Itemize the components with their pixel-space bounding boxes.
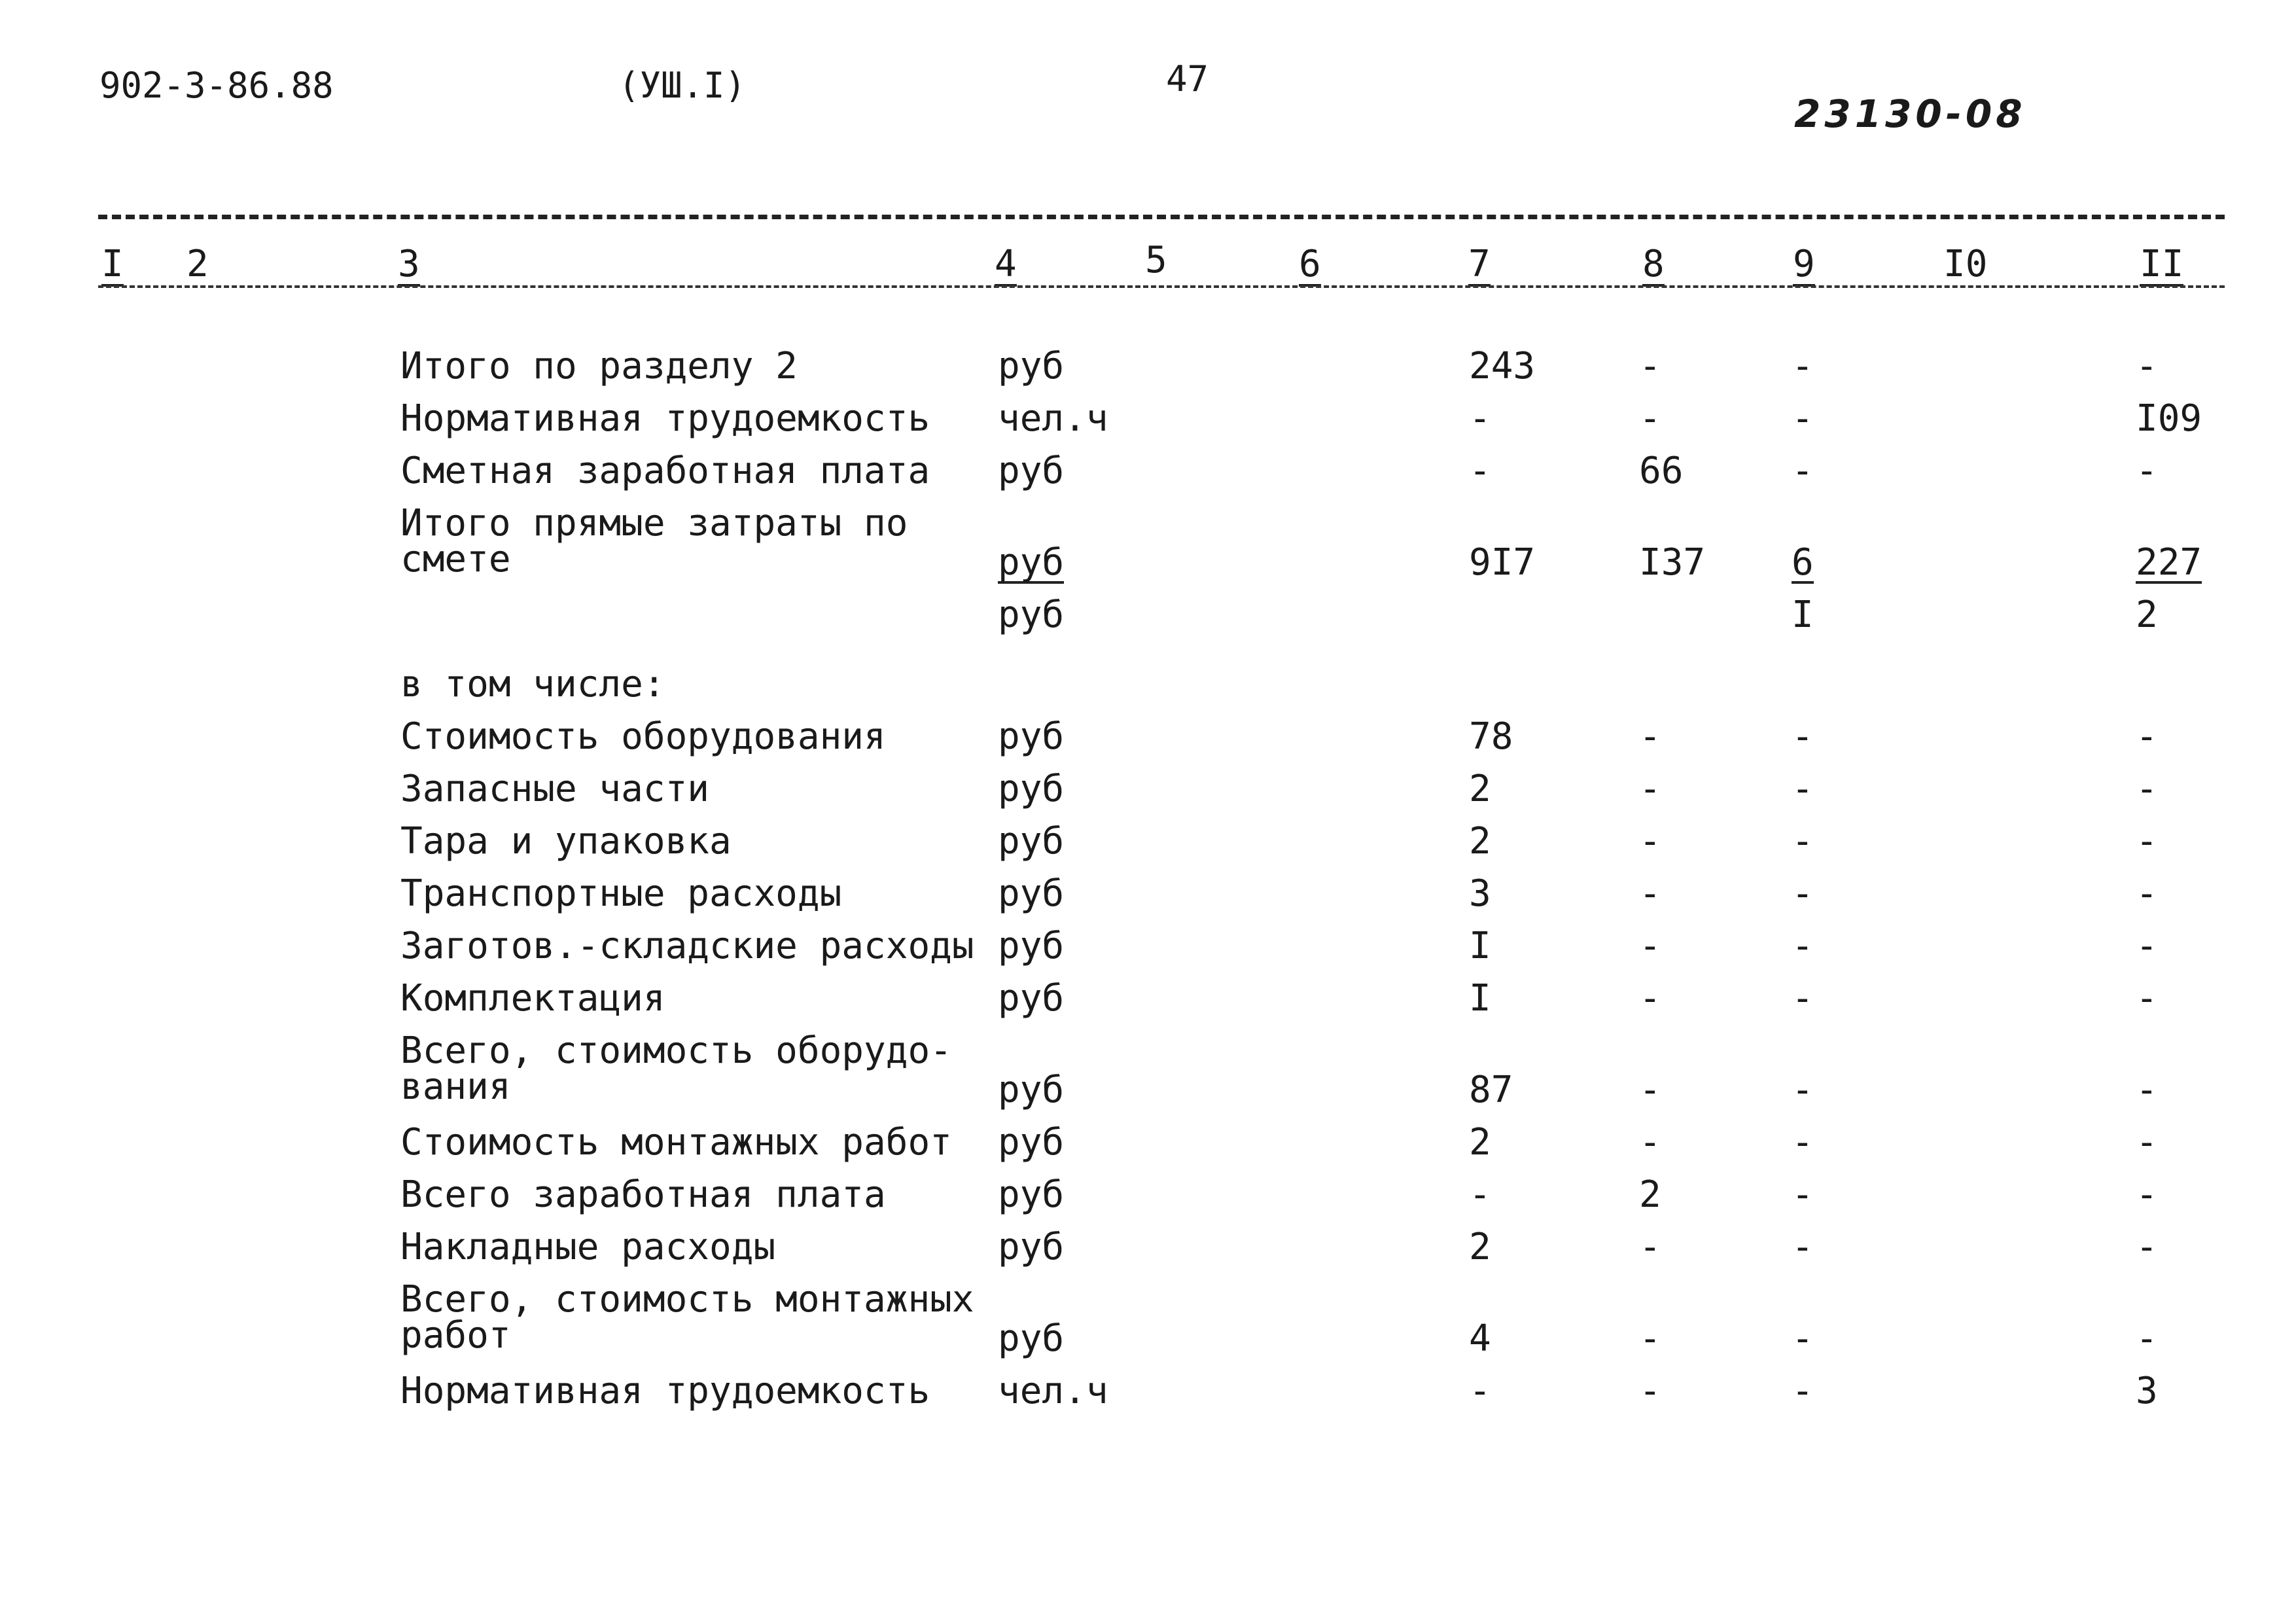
row-label: в том числе: [400, 663, 665, 705]
col7-cell: 78 [1469, 715, 1513, 758]
col9-cell: - [1792, 1069, 1814, 1111]
unit-cell: руб [998, 345, 1065, 387]
unit-cell: чел.ч [998, 397, 1108, 440]
row-label: Итого прямые затраты по [400, 502, 908, 544]
col11-cell: - [2136, 768, 2158, 810]
col11-cell: - [2136, 345, 2158, 387]
col11-cell: - [2136, 1069, 2158, 1111]
col8-cell: - [1639, 768, 1661, 810]
col8-cell: - [1639, 820, 1661, 863]
col7-cell: I [1469, 925, 1491, 967]
col7-cell: - [1469, 397, 1491, 440]
col11-cell: - [2136, 977, 2158, 1020]
col7-cell: 243 [1469, 345, 1536, 387]
col9-cell: 6 [1792, 541, 1814, 584]
unit-cell: руб [998, 1069, 1065, 1111]
unit-cell: руб [998, 1317, 1065, 1360]
col9-cell: - [1792, 1370, 1814, 1412]
col9-cell: - [1792, 715, 1814, 758]
col8-cell: I37 [1639, 541, 1706, 584]
unit-cell: руб [998, 1226, 1065, 1268]
col7-cell: I [1469, 977, 1491, 1020]
col11-cell: - [2136, 450, 2158, 492]
row-label-continuation: работ [400, 1314, 511, 1357]
row-label: Стоимость оборудования [400, 715, 886, 758]
column-number: II [2140, 243, 2184, 285]
col8-cell: - [1639, 345, 1661, 387]
col8-cell: - [1639, 715, 1661, 758]
row-label: Всего заработная плата [400, 1173, 886, 1216]
col9-cell: - [1792, 1317, 1814, 1360]
column-number: I0 [1943, 243, 1988, 285]
unit-cell: руб [998, 768, 1065, 810]
row-label-continuation: смете [400, 538, 511, 580]
col8-cell: - [1639, 925, 1661, 967]
col8-cell: - [1639, 1317, 1661, 1360]
col11-cell: I09 [2136, 397, 2202, 440]
col9-cell: - [1792, 977, 1814, 1020]
unit-cell: руб [998, 541, 1065, 584]
column-number: I [101, 243, 124, 285]
row-label: Нормативная трудоемкость [400, 1370, 930, 1412]
unit-cell: чел.ч [998, 1370, 1108, 1412]
column-number: 4 [995, 243, 1017, 285]
col9-cell: - [1792, 820, 1814, 863]
row-label: Всего, стоимость оборудо- [400, 1029, 952, 1072]
col7-cell: - [1469, 1370, 1491, 1412]
row-label: Запасные части [400, 768, 710, 810]
col8-cell: - [1639, 1370, 1661, 1412]
col7-cell: 2 [1469, 768, 1491, 810]
unit-cell: руб [998, 594, 1065, 636]
row-label: Всего, стоимость монтажных [400, 1278, 974, 1321]
col8-cell: - [1639, 397, 1661, 440]
col7-cell: 87 [1469, 1069, 1513, 1111]
col9-cell: - [1792, 768, 1814, 810]
col11-cell: - [2136, 1317, 2158, 1360]
col7-cell: 2 [1469, 1121, 1491, 1164]
column-number: 9 [1793, 243, 1815, 285]
row-label: Нормативная трудоемкость [400, 397, 930, 440]
page-number: 47 [1166, 58, 1209, 99]
document-code: 902-3-86.88 [99, 65, 334, 106]
col9-cell: - [1792, 1173, 1814, 1216]
col8-cell: - [1639, 872, 1661, 915]
row-label: Комплектация [400, 977, 665, 1020]
column-number: 6 [1299, 243, 1321, 285]
col7-cell: 9I7 [1469, 541, 1536, 584]
unit-cell: руб [998, 977, 1065, 1020]
column-number: 5 [1145, 239, 1167, 281]
row-label-continuation: вания [400, 1065, 511, 1108]
row-label: Тара и упаковка [400, 820, 732, 863]
col7-cell: - [1469, 450, 1491, 492]
col9-cell: - [1792, 1121, 1814, 1164]
col9-cell: - [1792, 872, 1814, 915]
col9-cell: - [1792, 450, 1814, 492]
col8-cell: - [1639, 1069, 1661, 1111]
handwritten-stamp-number: 23130-08 [1794, 92, 2026, 136]
col9-cell: - [1792, 345, 1814, 387]
col11-cell: 2 [2136, 594, 2158, 636]
col9-cell: - [1792, 925, 1814, 967]
col11-cell: - [2136, 1121, 2158, 1164]
row-label: Сметная заработная плата [400, 450, 930, 492]
col8-cell: 2 [1639, 1173, 1661, 1216]
col11-cell: 3 [2136, 1370, 2158, 1412]
col11-cell: - [2136, 715, 2158, 758]
col9-cell: I [1792, 594, 1814, 636]
col8-cell: - [1639, 977, 1661, 1020]
column-number: 7 [1468, 243, 1491, 285]
col11-cell: - [2136, 820, 2158, 863]
col7-cell: - [1469, 1173, 1491, 1216]
column-number: 2 [186, 243, 209, 285]
col7-cell: 3 [1469, 872, 1491, 915]
col7-cell: 4 [1469, 1317, 1491, 1360]
col8-cell: 66 [1639, 450, 1684, 492]
unit-cell: руб [998, 872, 1065, 915]
col8-cell: - [1639, 1121, 1661, 1164]
col11-cell: 227 [2136, 541, 2202, 584]
unit-cell: руб [998, 1121, 1065, 1164]
row-label: Транспортные расходы [400, 872, 842, 915]
row-label: Стоимость монтажных работ [400, 1121, 952, 1164]
col9-cell: - [1792, 1226, 1814, 1268]
unit-cell: руб [998, 450, 1065, 492]
unit-cell: руб [998, 1173, 1065, 1216]
col9-cell: - [1792, 397, 1814, 440]
col8-cell: - [1639, 1226, 1661, 1268]
unit-cell: руб [998, 925, 1065, 967]
column-number: 3 [398, 243, 420, 285]
col11-cell: - [2136, 872, 2158, 915]
unit-cell: руб [998, 820, 1065, 863]
col11-cell: - [2136, 1226, 2158, 1268]
col11-cell: - [2136, 1173, 2158, 1216]
row-label: Заготов.-складские расходы [400, 925, 974, 967]
unit-cell: руб [998, 715, 1065, 758]
col7-cell: 2 [1469, 820, 1491, 863]
col11-cell: - [2136, 925, 2158, 967]
col7-cell: 2 [1469, 1226, 1491, 1268]
section-code: (УШ.I) [618, 65, 747, 106]
row-label: Итого по разделу 2 [400, 345, 798, 387]
column-number: 8 [1642, 243, 1665, 285]
row-label: Накладные расходы [400, 1226, 776, 1268]
